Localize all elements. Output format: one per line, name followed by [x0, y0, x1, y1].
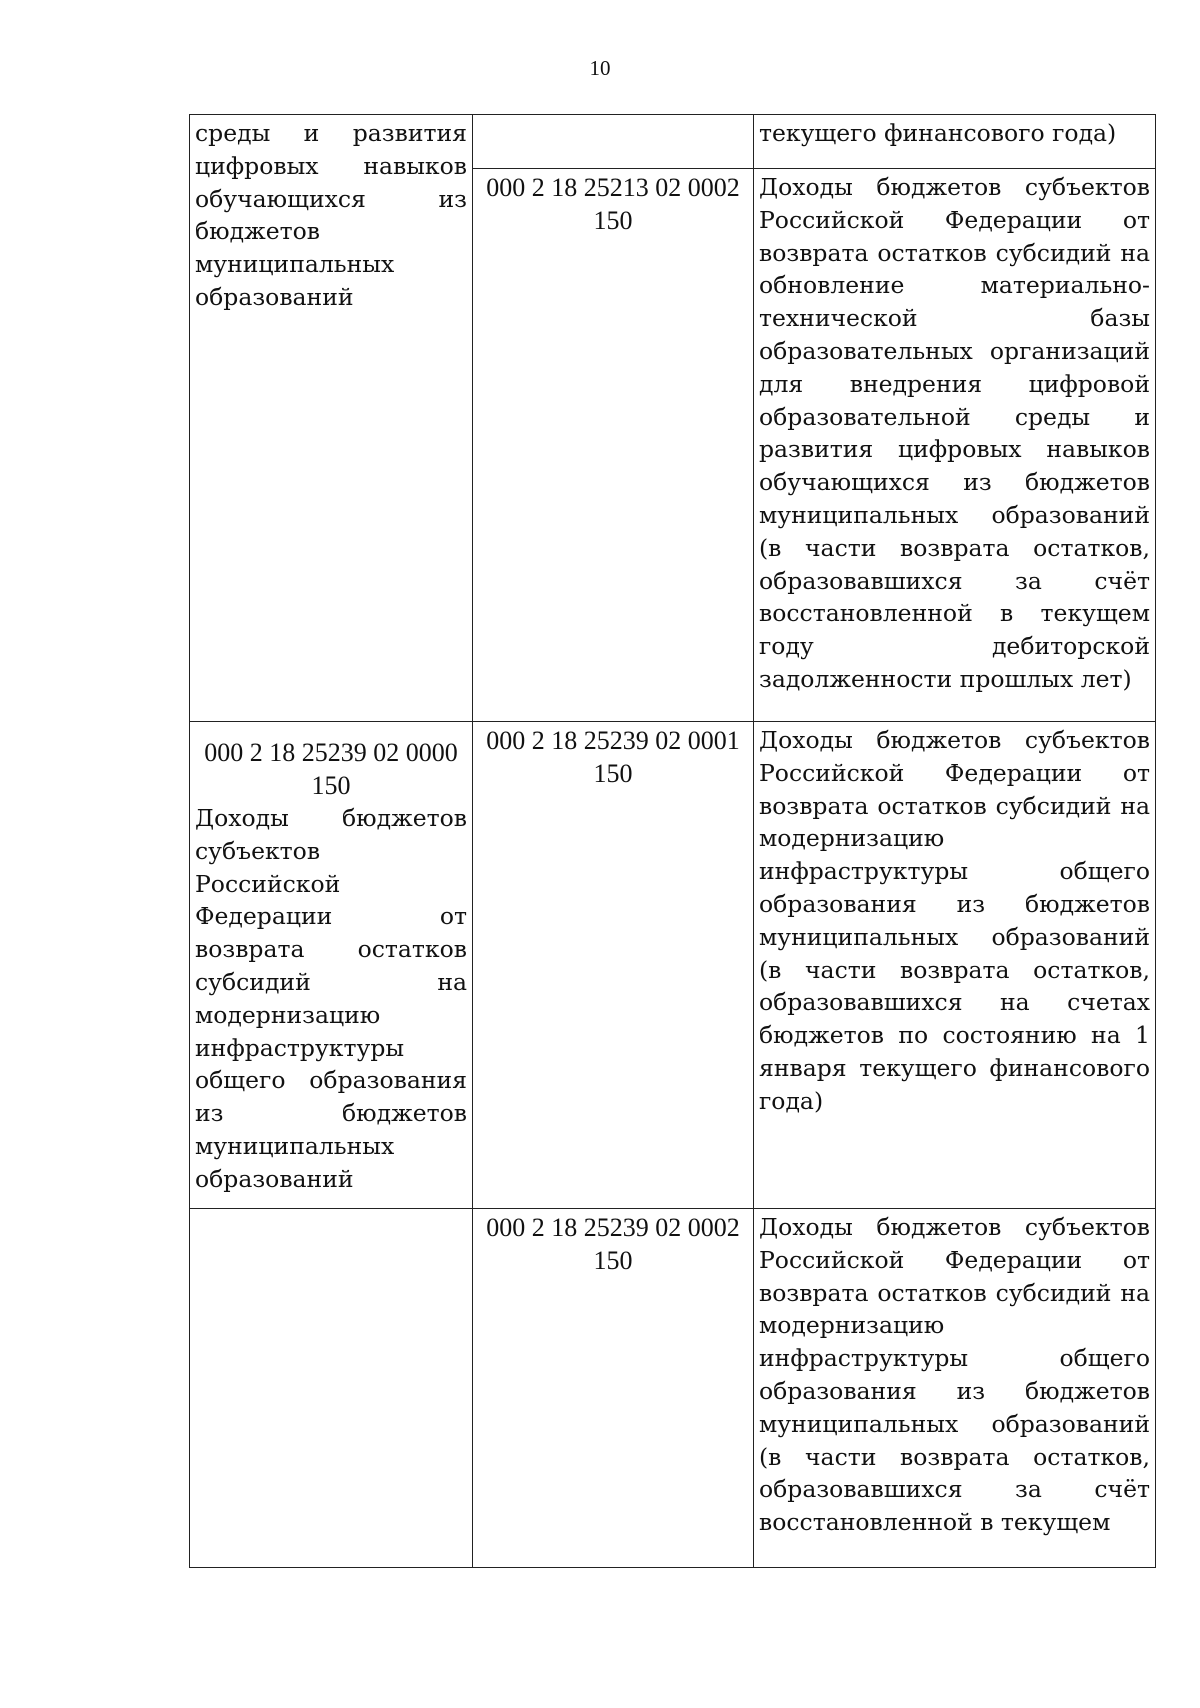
table-cell-code [473, 169, 754, 722]
budget-codes-table [189, 114, 1156, 1568]
cell-text: Доходы бюджетов субъектов Российской Федерации от возврата остатков субсидий на модернизацию инфраструктуры общего образования из бюджетов муниципальных образований (в части возврата остатков, образовавшихся на счетах бюджетов по состоянию на 1 января текущего финансового года) [759, 726, 1150, 1115]
table-cell-description [754, 115, 1156, 169]
table-cell-group-heading [190, 722, 473, 1209]
table-row [190, 1209, 1156, 1568]
table-cell-code [473, 1209, 754, 1568]
table-cell-code [473, 722, 754, 1209]
table-cell-description [754, 722, 1156, 1209]
table-row [190, 115, 1156, 169]
budget-code: 000 2 18 25239 02 0000 150 [204, 738, 458, 800]
table-cell-code-empty [473, 115, 754, 169]
cell-text: Доходы бюджетов субъектов Российской Федерации от возврата остатков субсидий на модернизацию инфраструктуры общего образования из бюджетов муниципальных образований [195, 804, 467, 1193]
table-cell-empty [190, 1209, 473, 1568]
cell-text: Доходы бюджетов субъектов Российской Федерации от возврата остатков субсидий на обновление материально-технической базы образовательных организаций для внедрения цифровой образовательной среды и развития цифровых навыков обучающихся из бюджетов муниципальных образований (в части возврата остатков, образовавшихся за счёт восстановленной в текущем году дебиторской задолженности прошлых лет) [759, 173, 1150, 693]
budget-code: 000 2 18 25239 02 0002 150 [486, 1213, 740, 1275]
table-row [190, 722, 1156, 1209]
budget-code: 000 2 18 25239 02 0001 150 [486, 726, 740, 788]
page-number: 10 [589, 56, 611, 80]
budget-code: 000 2 18 25213 02 0002 150 [486, 173, 740, 235]
cell-text: среды и развития цифровых навыков обучающихся из бюджетов муниципальных образований [195, 119, 467, 311]
table-cell-description-continued [190, 115, 473, 722]
cell-text: Доходы бюджетов субъектов Российской Федерации от возврата остатков субсидий на модернизацию инфраструктуры общего образования из бюджетов муниципальных образований (в части возврата остатков, образовавшихся за счёт восстановленной в текущем [759, 1213, 1150, 1537]
cell-text: текущего финансового года) [759, 119, 1117, 147]
table-cell-description [754, 1209, 1156, 1568]
table-cell-description [754, 169, 1156, 722]
